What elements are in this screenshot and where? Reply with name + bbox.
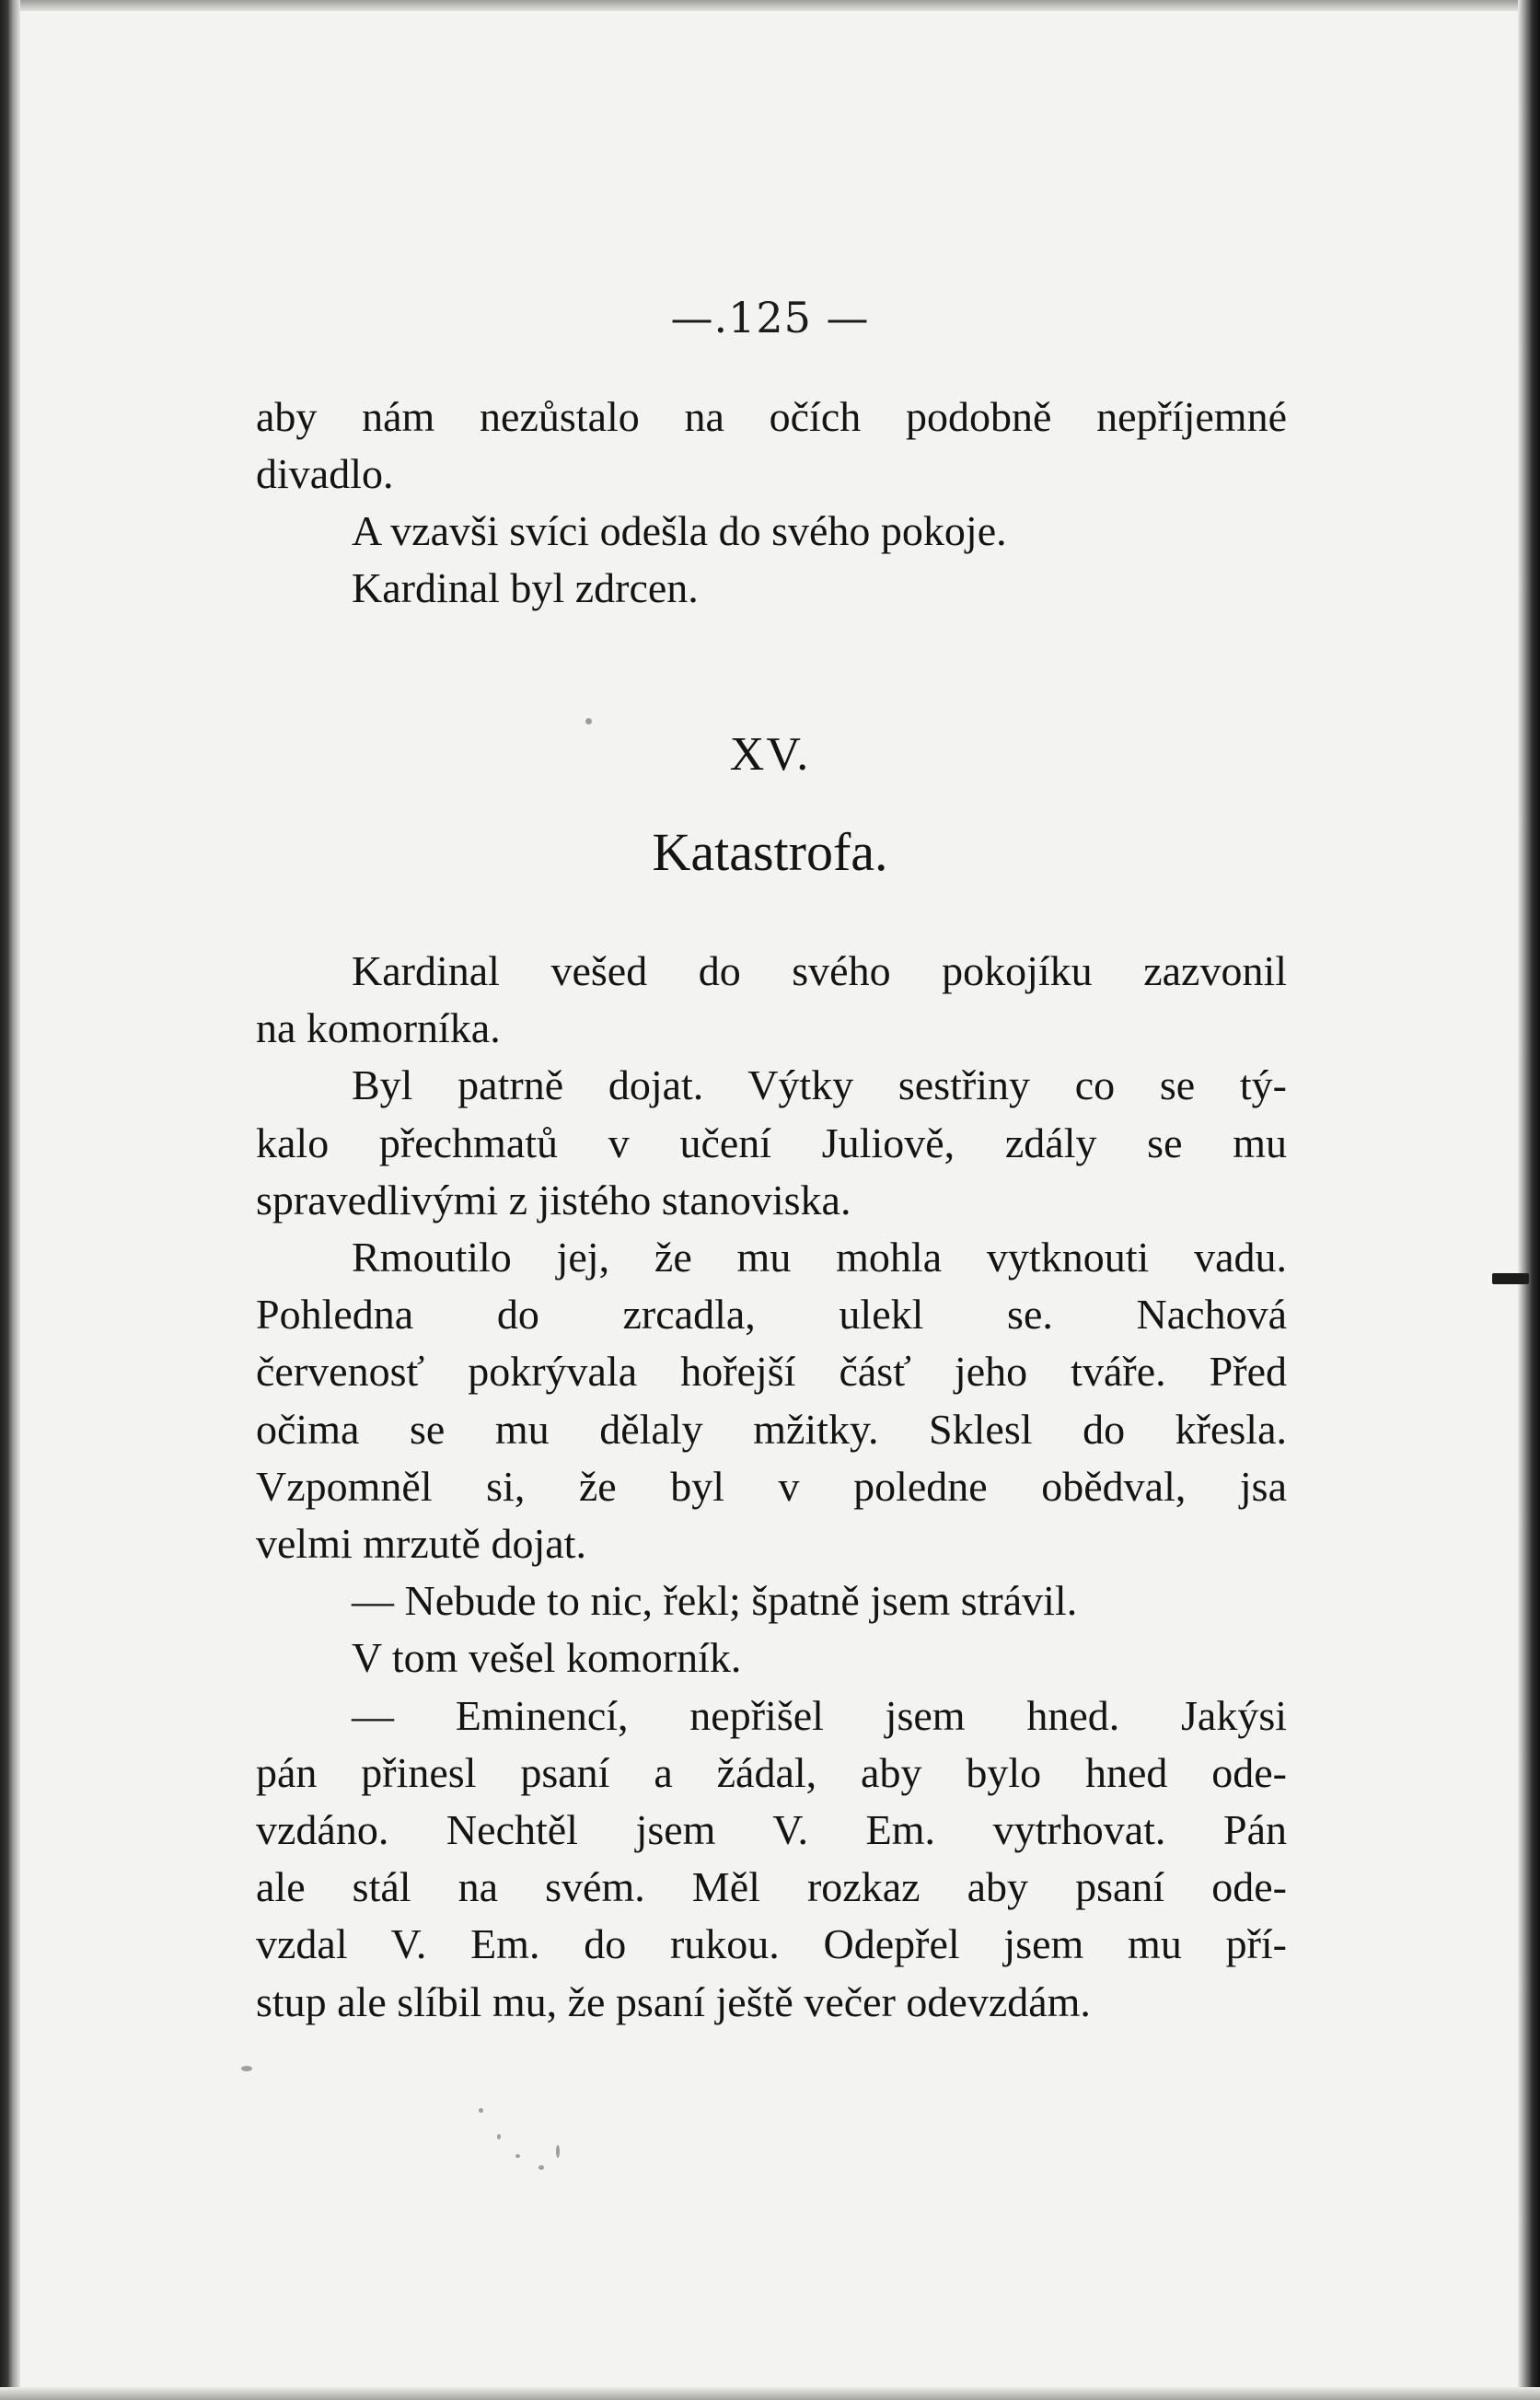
text-line: spravedlivými z jistého stanoviska. (256, 1176, 851, 1223)
scan-top-edge (0, 0, 1540, 11)
text-line: kalo přechmatů v učení Juliově, zdály se mu (256, 1119, 1287, 1166)
text-line: očima se mu dělaly mžitky. Sklesl do křesla. (256, 1405, 1287, 1453)
text-line: pán přinesl psaní a žádal, aby bylo hned ode- (256, 1748, 1287, 1796)
text-line: vzdáno. Nechtěl jsem V. Em. vytrhovat. Pán (256, 1806, 1287, 1854)
text-before-chapter (256, 388, 1287, 617)
text-line: Kardinal vešed do svého pokojíku zazvonil (352, 947, 1287, 994)
text-line: vzdal V. Em. do rukou. Odepřel jsem mu pří- (256, 1920, 1287, 1968)
paragraph (256, 1629, 1287, 1687)
paragraph (256, 560, 1287, 617)
text-line: Rmoutilo jej, že mu mohla vytknouti vadu. (352, 1234, 1287, 1281)
text-line: V tom vešel komorník. (352, 1634, 742, 1682)
chapter-title: Katastrofa. (652, 822, 888, 882)
chapter-number: XV. (729, 728, 811, 781)
text-line: ale stál na svém. Měl rozkaz aby psaní ode- (256, 1863, 1287, 1911)
scan-speck (241, 2066, 252, 2071)
paragraph (256, 1057, 1287, 1229)
text-line: na komorníka. (256, 1004, 501, 1052)
scan-speck (585, 718, 592, 725)
paragraph (256, 1229, 1287, 1572)
paragraph (256, 388, 1287, 503)
scan-speck (479, 2108, 483, 2113)
text-line: velmi mrzutě dojat. (256, 1520, 586, 1568)
text-line: stup ale slíbil mu, že psaní ještě večer odevzdám. (256, 1977, 1091, 2025)
text-line: Kardinal byl zdrcen. (352, 564, 699, 611)
scan-speck (556, 2145, 560, 2158)
page-number: —.125 — (670, 293, 870, 342)
paragraph (256, 1687, 1287, 2031)
text-line: divadlo. (256, 450, 394, 497)
text-line: — Eminencí, nepřišel jsem hned. Jakýsi (352, 1691, 1287, 1739)
scan-speck (497, 2134, 501, 2139)
text-line: Vzpomněl si, že byl v poledne obědval, jsa (256, 1462, 1287, 1510)
scan-right-edge (1518, 0, 1540, 2400)
text-line: Byl patrně dojat. Výtky sestřiny co se tý- (352, 1061, 1287, 1109)
paragraph (256, 943, 1287, 1057)
text-line: Pohledna do zrcadla, ulekl se. Nachová (256, 1291, 1287, 1339)
text-line: — Nebude to nic, řekl; špatně jsem strávil. (352, 1577, 1078, 1625)
text-line: červenosť pokrývala hořejší čásť jeho tváře. Před (256, 1348, 1287, 1396)
text-line: aby nám nezůstalo na očích podobně nepříjemné (256, 393, 1287, 440)
paragraph (256, 503, 1287, 560)
scan-speck (515, 2154, 520, 2158)
text-after-chapter (256, 943, 1287, 2031)
scan-speck (538, 2165, 544, 2170)
text-line: A vzavši svíci odešla do svého pokoje. (352, 507, 1007, 554)
scan-left-edge (0, 0, 20, 2400)
paragraph (256, 1572, 1287, 1629)
scan-bottom-edge (0, 2387, 1540, 2400)
margin-mark (1492, 1273, 1529, 1284)
